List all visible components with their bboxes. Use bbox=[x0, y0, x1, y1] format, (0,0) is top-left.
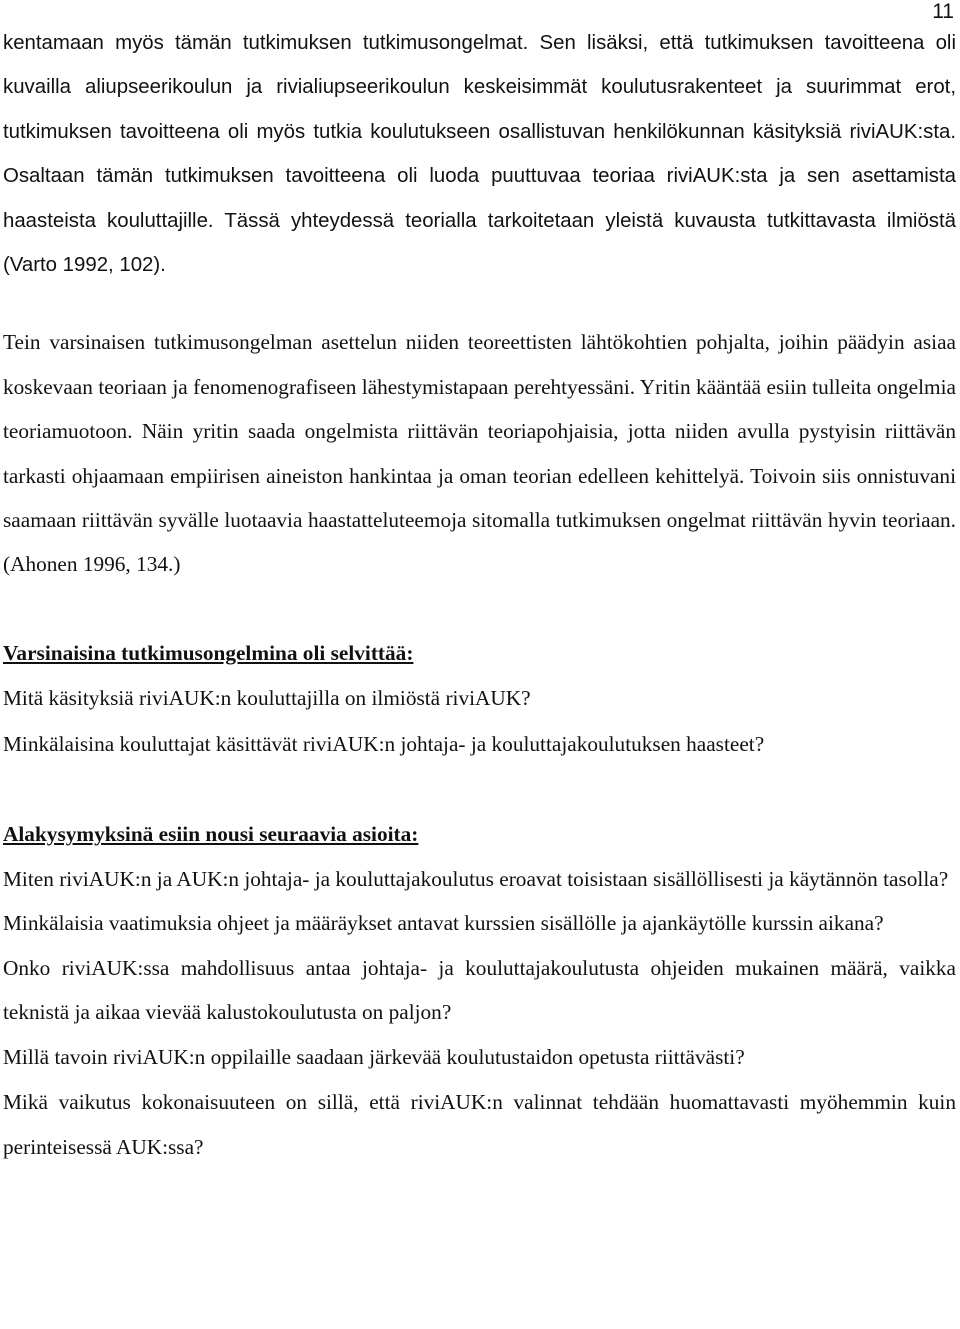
sub-question-item: Onko riviAUK:ssa mahdollisuus antaa johtaja- ja kouluttajakoulutusta ohjeiden mukainen määrä, vaikka teknistä ja aikaa vievää kalustokoulutusta on paljon? bbox=[3, 955, 956, 1024]
sub-question-item: Miten riviAUK:n ja AUK:n johtaja- ja kouluttajakoulutus eroavat toisistaan sisällöllisesti ja käytännön tasolla? bbox=[3, 866, 949, 891]
intro-paragraph: kentamaan myös tämän tutkimuksen tutkimusongelmat. Sen lisäksi, että tutkimuksen tavoitteena oli kuvailla aliupseerikoulun ja rivialiupseerikoulun keskeisimmät koulutusrakenteet ja suurimmat erot, tutkimuksen tavoitteena oli myös tutkia koulutukseen osallistuvan henkilökunnan käsityksiä riviAUK:sta. Osaltaan tämän tutkimuksen tavoitteena oli luoda puuttuvaa teoriaa riviAUK:sta ja sen asettamista haasteista kouluttajille. Tässä yhteydessä teorialla tarkoitetaan yleistä kuvausta tutkittavasta ilmiöstä (Varto 1992, 102). bbox=[3, 32, 956, 277]
document-body bbox=[3, 21, 956, 1169]
quoted-paragraph: Tein varsinaisen tutkimusongelman asettelun niiden teoreettisten lähtökohtien pohjalta, joihin päädyin asiaa koskevaan teoriaan ja fenomenografiseen lähestymistapaan perehtyessäni. Yritin kääntää esiin tulleita ongelmia teoriamuotoon. Näin yritin saada ongelmista riittävän teoriapohjaisia, jotta niiden avulla pystyisin riittävän tarkasti ohjaamaan empiirisen aineiston hankintaa ja oman teorian edelleen kehittelyä. Toivoin siis onnistuvani saamaan riittävän syvälle luotaavia haastatteluteemoja sitomalla tutkimuksen ongelmat riittävän hyvin teoriaan. (Ahonen 1996, 134.) bbox=[3, 330, 956, 577]
sub-question-item: Minkälaisia vaatimuksia ohjeet ja määräykset antavat kurssien sisällölle ja ajankäytölle kurssin aikana? bbox=[3, 911, 884, 936]
page-number: 11 bbox=[932, 0, 954, 23]
sub-question-item: Mikä vaikutus kokonaisuuteen on sillä, että riviAUK:n valinnat tehdään huomattavasti myöhemmin kuin perinteisessä AUK:ssa? bbox=[3, 1090, 956, 1159]
sub-question-item: Millä tavoin riviAUK:n oppilaille saadaan järkevää koulutustaidon opetusta riittävästi? bbox=[3, 1045, 745, 1070]
main-problems-heading: Varsinaisina tutkimusongelmina oli selvittää: bbox=[3, 640, 414, 665]
main-problem-item: Minkälaisina kouluttajat käsittävät riviAUK:n johtaja- ja kouluttajakoulutuksen haasteet? bbox=[3, 732, 765, 757]
main-problem-item: Mitä käsityksiä riviAUK:n kouluttajilla on ilmiöstä riviAUK? bbox=[3, 686, 531, 711]
sub-questions-heading: Alakysymyksinä esiin nousi seuraavia asioita: bbox=[3, 822, 419, 847]
